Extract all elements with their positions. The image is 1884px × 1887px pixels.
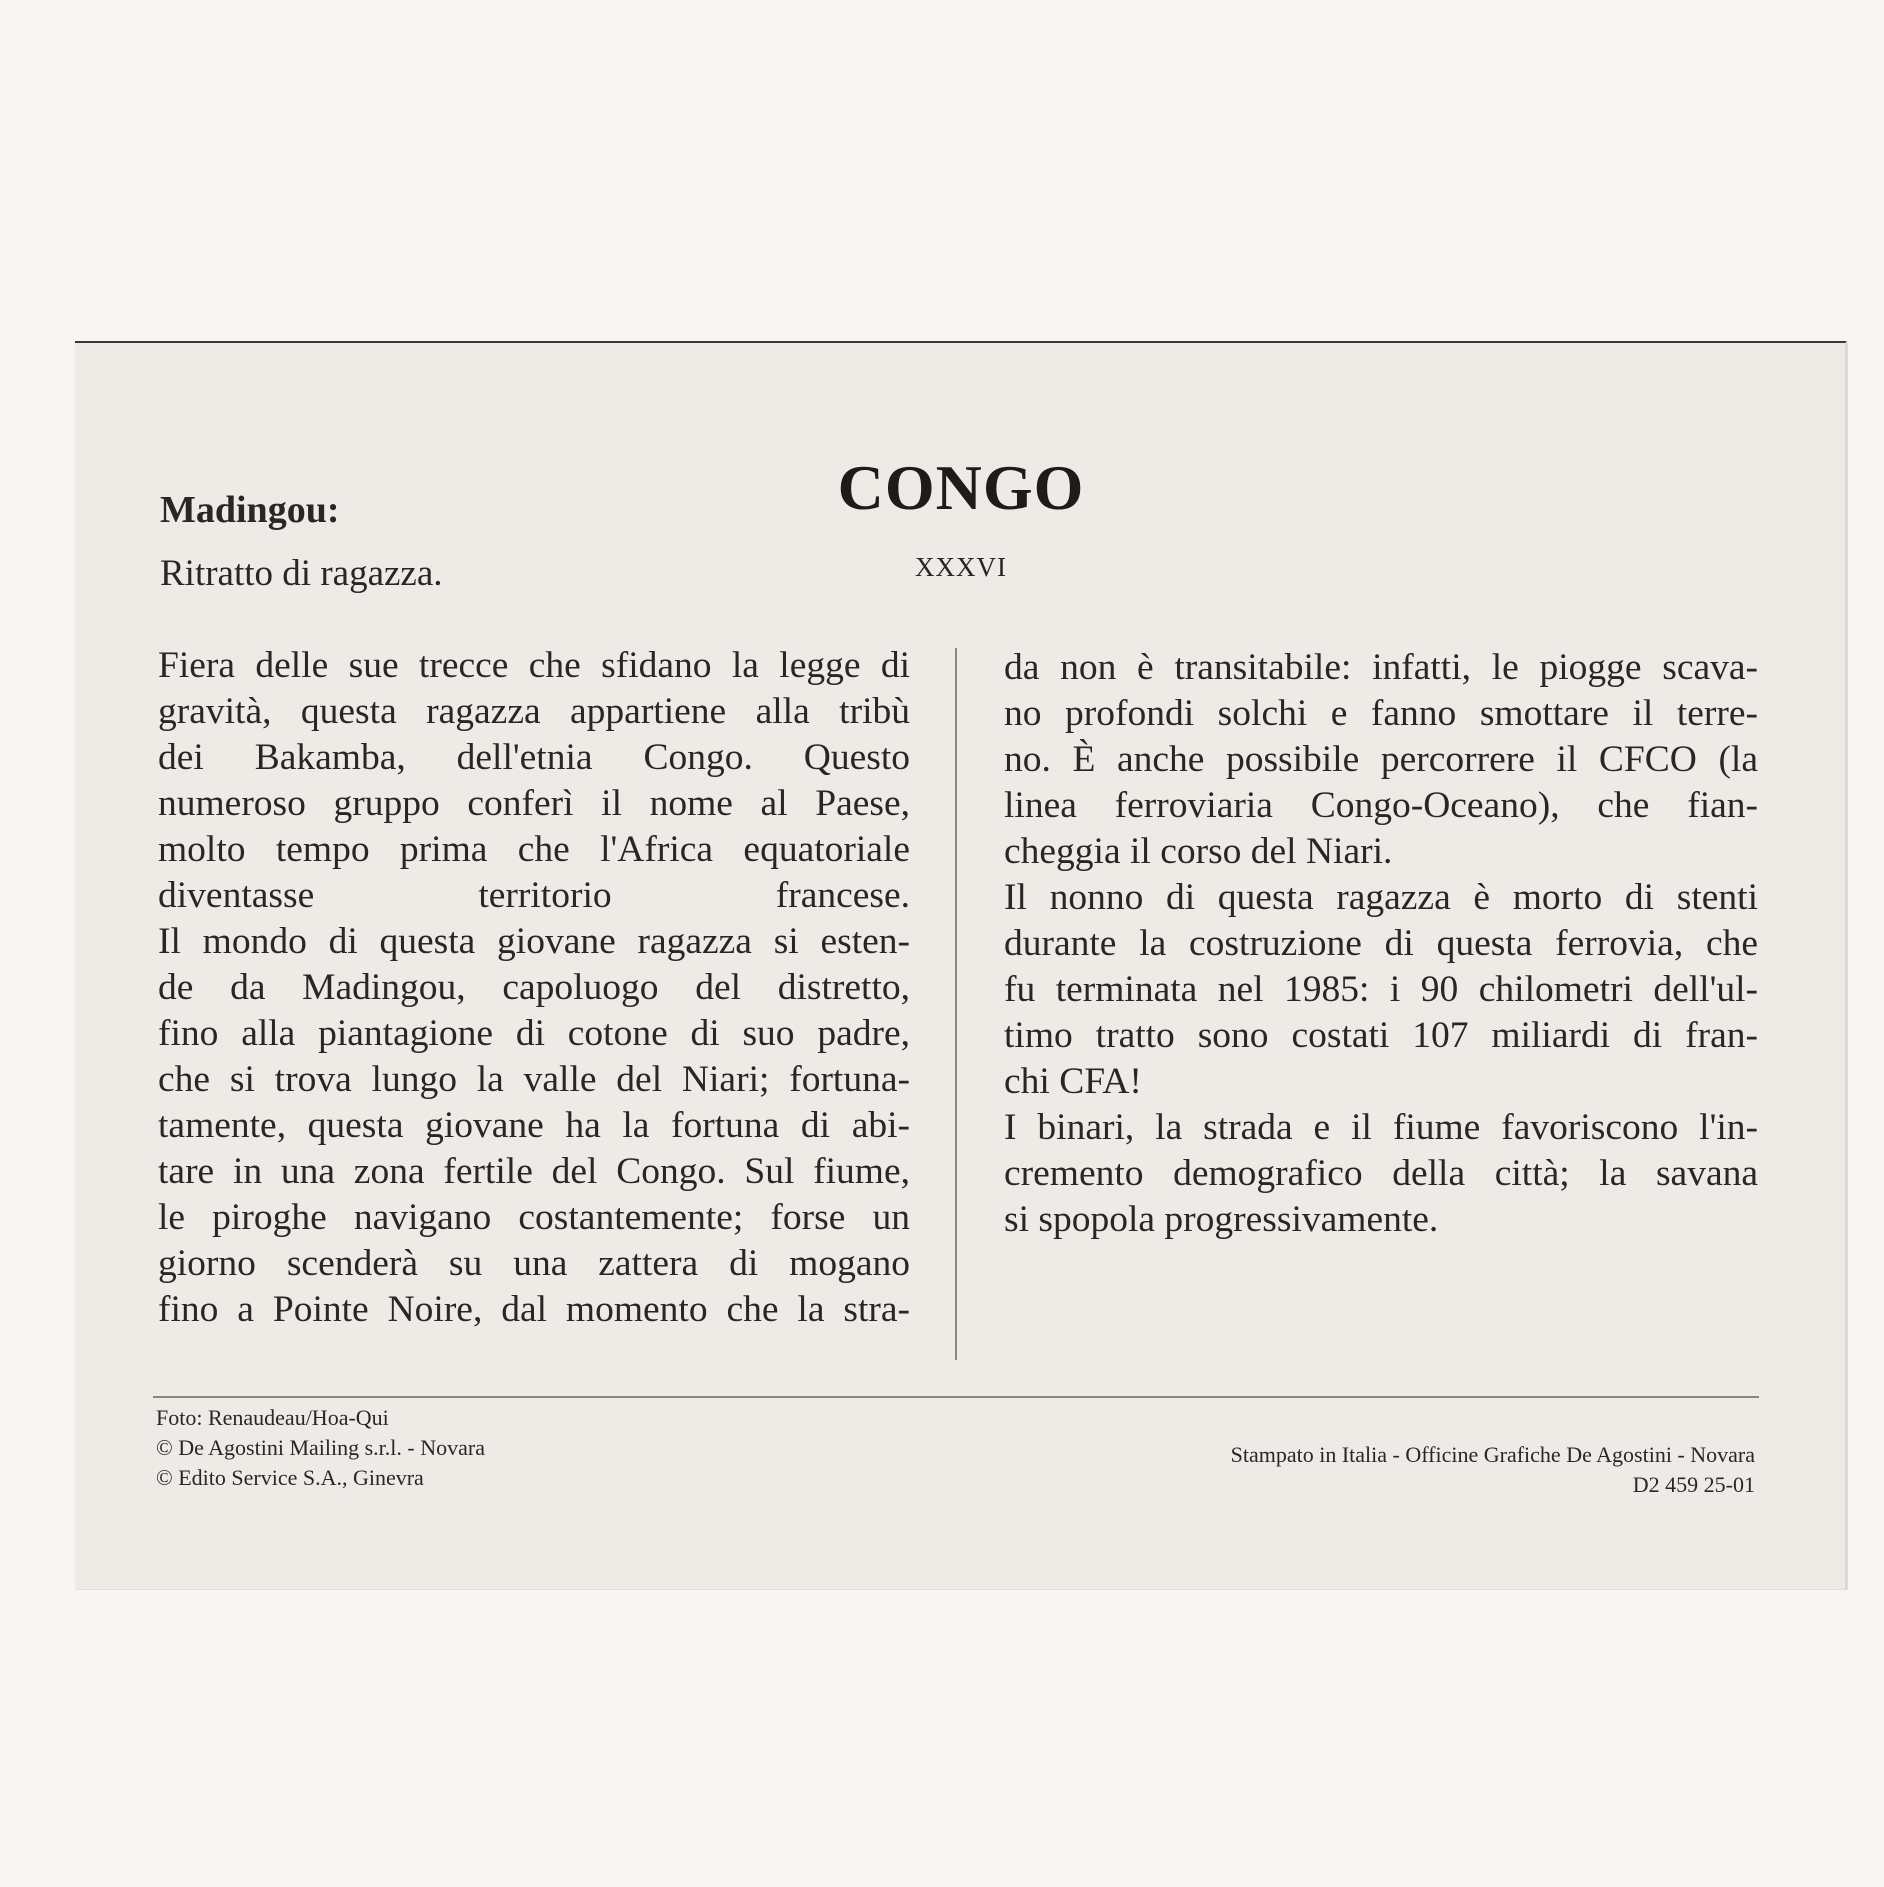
- text-line: Il nonno di questa ragazza è morto di stenti: [1004, 877, 1758, 918]
- paragraph: [1004, 875, 1758, 1105]
- photo-credit: Foto: Renaudeau/Hoa-Qui: [156, 1405, 389, 1430]
- text-line: si spopola progressivamente.: [1004, 1199, 1439, 1240]
- text-line: da non è transitabile: infatti, le piogge scava-: [1004, 647, 1758, 688]
- right-column: [1004, 645, 1758, 1243]
- copyright-line: © De Agostini Mailing s.r.l. - Novara: [156, 1435, 485, 1460]
- text-line: che si trova lungo la valle del Niari; fortuna-: [158, 1059, 910, 1100]
- text-line: gravità, questa ragazza appartiene alla tribù: [158, 691, 910, 732]
- text-line: numeroso gruppo conferì il nome al Paese,: [158, 783, 910, 824]
- photo-caption: Ritratto di ragazza.: [160, 553, 443, 594]
- print-code: D2 459 25-01: [1632, 1472, 1755, 1497]
- text-line: Il mondo di questa giovane ragazza si esten-: [158, 921, 910, 962]
- left-column: [158, 643, 910, 1333]
- text-line: I binari, la strada e il fiume favoriscono l'in-: [1004, 1107, 1758, 1148]
- text-line: timo tratto sono costati 107 miliardi di fran-: [1004, 1015, 1758, 1056]
- text-line: Fiera delle sue trecce che sfidano la legge di: [158, 645, 910, 686]
- text-line: le piroghe navigano costantemente; forse un: [158, 1197, 910, 1238]
- text-line: linea ferroviaria Congo-Oceano), che fian-: [1004, 785, 1758, 826]
- printer-info: [1231, 1440, 1755, 1500]
- column-divider: [955, 648, 957, 1360]
- paragraph: [158, 919, 910, 1333]
- text-line: de da Madingou, capoluogo del distretto,: [158, 967, 910, 1008]
- text-line: cremento demografico della città; la savana: [1004, 1153, 1758, 1194]
- text-line: tamente, questa giovane ha la fortuna di abi-: [158, 1105, 910, 1146]
- text-line: chi CFA!: [1004, 1061, 1142, 1102]
- text-line: fu terminata nel 1985: i 90 chilometri dell'ul-: [1004, 969, 1758, 1010]
- paragraph: [1004, 645, 1758, 875]
- paragraph: [1004, 1105, 1758, 1243]
- text-line: diventasse territorio francese.: [158, 875, 910, 916]
- text-line: no. È anche possibile percorrere il CFCO (la: [1004, 739, 1758, 780]
- paragraph: [158, 643, 910, 919]
- text-line: durante la costruzione di questa ferrovia, che: [1004, 923, 1758, 964]
- credits: [156, 1403, 485, 1493]
- text-line: dei Bakamba, dell'etnia Congo. Questo: [158, 737, 910, 778]
- text-line: no profondi solchi e fanno smottare il terre-: [1004, 693, 1758, 734]
- place-name: Madingou:: [160, 489, 340, 531]
- text-line: molto tempo prima che l'Africa equatoriale: [158, 829, 910, 870]
- text-line: cheggia il corso del Niari.: [1004, 831, 1393, 872]
- postcard-back: [75, 341, 1847, 1589]
- card-title: CONGO: [837, 452, 1085, 523]
- text-line: fino alla piantagione di cotone di suo padre,: [158, 1013, 910, 1054]
- copyright-line: © Edito Service S.A., Ginevra: [156, 1465, 424, 1490]
- card-number: XXXVI: [915, 552, 1007, 582]
- printed-in: Stampato in Italia - Officine Grafiche De Agostini - Novara: [1230, 1442, 1755, 1467]
- text-line: giorno scenderà su una zattera di mogano: [158, 1243, 910, 1284]
- text-line: fino a Pointe Noire, dal momento che la stra-: [158, 1289, 910, 1330]
- footer-rule: [153, 1396, 1759, 1398]
- text-line: tare in una zona fertile del Congo. Sul fiume,: [158, 1151, 910, 1192]
